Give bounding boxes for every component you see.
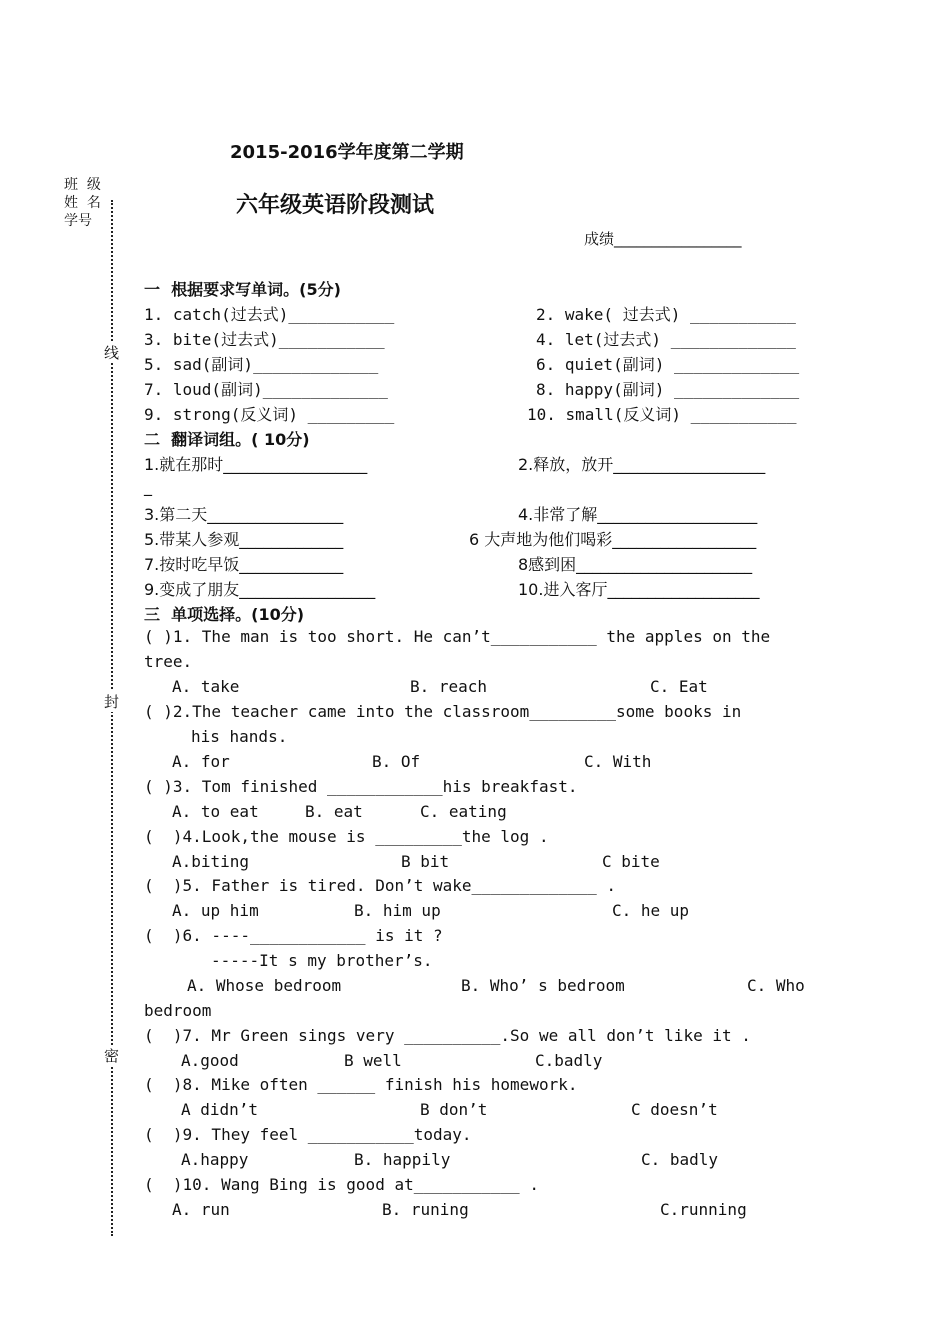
exam-title: 六年级英语阶段测试 [236, 193, 435, 218]
s1-item-9: 9. strong(反义词) _________ [144, 405, 395, 424]
q6-stem-cont: -----It s my brother’s. [211, 951, 433, 970]
q6-option-b: B. Who’ s bedroom [461, 976, 625, 995]
q7-option-a: A.good [181, 1051, 239, 1070]
name-label: 姓 名 [64, 195, 101, 211]
q1-stem: ( )1. The man is too short. He can’t___________ the apples on the [144, 627, 771, 646]
s2-item-1: 1.就在那时__________________ [144, 455, 368, 474]
s2-item-6: 6 大声地为他们喝彩__________________ [469, 530, 757, 549]
q10-option-b: B. runing [382, 1200, 469, 1219]
q1-option-a: A. take [172, 677, 240, 696]
q7-stem: ( )7. Mr Green sings very __________.So we all don’t like it . [144, 1026, 751, 1045]
student-id-label: 学号 [64, 213, 92, 229]
q5-option-b: B. him up [354, 901, 441, 920]
s1-item-4: 4. let(过去式) _____________ [536, 330, 796, 349]
s2-item-5: 5.带某人参观_____________ [144, 530, 344, 549]
s1-item-10: 10. small(反义词) ___________ [527, 405, 797, 424]
q4-option-c: C bite [602, 852, 660, 871]
s1-item-7: 7. loud(副词)_____________ [144, 380, 388, 399]
s2-item-3: 3.第二天_________________ [144, 505, 344, 524]
s2-item-8: 8感到困______________________ [518, 555, 753, 574]
q4-option-a: A.biting [172, 852, 250, 871]
q9-option-c: C. badly [641, 1150, 719, 1169]
q9-option-a: A.happy [181, 1150, 249, 1169]
score-field[interactable]: 成绩_________________ [584, 230, 742, 248]
s1-item-8: 8. happy(副词) _____________ [536, 380, 800, 399]
s2-item-7: 7.按时吃早饭_____________ [144, 555, 344, 574]
q9-option-b: B. happily [354, 1150, 451, 1169]
s2-item-10: 10.进入客厅___________________ [518, 580, 760, 599]
q2-option-b: B. Of [372, 752, 421, 771]
q8-option-b: B don’t [420, 1100, 488, 1119]
seal-seal-char: 封 [104, 693, 120, 711]
q1-option-b: B. reach [410, 677, 488, 696]
q10-option-c: C.running [660, 1200, 747, 1219]
q6-option-c: C. Who [747, 976, 805, 995]
s1-item-3: 3. bite(过去式)___________ [144, 330, 385, 349]
q4-stem: ( )4.Look,the mouse is _________the log . [144, 827, 549, 846]
q10-option-a: A. run [172, 1200, 230, 1219]
q2-option-a: A. for [172, 752, 230, 771]
s2-item-2-overflow: _ [144, 477, 152, 496]
q6-option-a: A. Whose bedroom [187, 976, 342, 995]
q5-option-a: A. up him [172, 901, 259, 920]
q5-stem: ( )5. Father is tired. Don’t wake_____________ . [144, 876, 617, 895]
q2-option-c: C. With [584, 752, 652, 771]
s1-item-1: 1. catch(过去式)___________ [144, 305, 395, 324]
seal-secret-char: 密 [104, 1047, 120, 1065]
q6-stem: ( )6. ----____________ is it ? [144, 926, 443, 945]
q6-option-c-cont: bedroom [144, 1001, 212, 1020]
q2-stem-cont: his hands. [191, 727, 288, 746]
section2-heading: 二 翻译词组。( 10分) [144, 430, 310, 449]
section1-heading: 一 根据要求写单词。(5分) [144, 280, 341, 299]
q10-stem: ( )10. Wang Bing is good at___________ . [144, 1175, 539, 1194]
s1-item-6: 6. quiet(副词) _____________ [536, 355, 800, 374]
q3-option-b: B. eat [305, 802, 363, 821]
q1-stem-cont: tree. [144, 652, 193, 671]
s1-item-2: 2. wake( 过去式) ___________ [536, 305, 796, 324]
q8-option-a: A didn’t [181, 1100, 259, 1119]
q9-stem: ( )9. They feel ___________today. [144, 1125, 472, 1144]
s2-item-4: 4.非常了解____________________ [518, 505, 758, 524]
q7-option-b: B well [344, 1051, 402, 1070]
q4-option-b: B bit [401, 852, 450, 871]
q2-stem: ( )2.The teacher came into the classroom_________some books in [144, 702, 742, 721]
q8-option-c: C doesn’t [631, 1100, 718, 1119]
q1-option-c: C. Eat [650, 677, 708, 696]
s1-item-5: 5. sad(副词)_____________ [144, 355, 379, 374]
s2-item-2: 2.释放，放开___________________ [518, 455, 766, 474]
q3-stem: ( )3. Tom finished ____________his breakfast. [144, 777, 578, 796]
section3-heading: 三 单项选择。(10分) [144, 605, 305, 624]
q8-stem: ( )8. Mike often ______ finish his homework. [144, 1075, 578, 1094]
s2-item-9: 9.变成了朋友_________________ [144, 580, 376, 599]
q5-option-c: C. he up [612, 901, 690, 920]
q3-option-a: A. to eat [172, 802, 259, 821]
class-label: 班 级 [64, 177, 101, 193]
q7-option-c: C.badly [535, 1051, 603, 1070]
year-term-heading: 2015-2016学年度第二学期 [230, 142, 464, 163]
seal-line-char: 线 [104, 344, 120, 362]
q3-option-c: C. eating [420, 802, 507, 821]
